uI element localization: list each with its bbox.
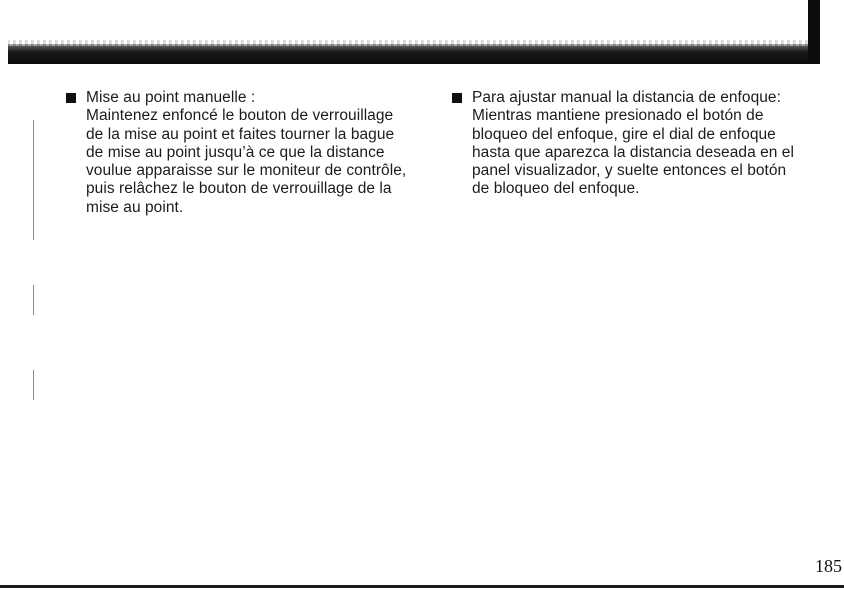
bullet-square-icon xyxy=(452,93,462,103)
french-body: Maintenez enfoncé le bouton de verrouillage de la mise au point et faites tourner la bague de mise au point jusqu’à ce que la distance voulue apparaisse sur le moniteur de contrôle, puis relâchez le bouton de verrouillage de la mise au point. xyxy=(86,107,407,216)
spanish-heading: Para ajustar manual la distancia de enfoque: xyxy=(472,89,781,106)
page-number: 185 xyxy=(815,556,842,576)
margin-scan-line xyxy=(33,370,34,400)
spanish-section xyxy=(452,89,797,199)
margin-scan-line xyxy=(33,120,34,240)
french-section xyxy=(66,89,411,217)
bullet-square-icon xyxy=(66,93,76,103)
spanish-body: Mientras mantiene presionado el botón de bloqueo del enfoque, gire el dial de enfoque hasta que aparezca la distancia deseada en el panel visualizador, y suelte entonces el botón de bloqueo del enfoque. xyxy=(472,107,794,198)
spanish-heading-row xyxy=(452,89,797,107)
footer-rule xyxy=(0,585,844,588)
margin-scan-line xyxy=(33,285,34,315)
french-heading: Mise au point manuelle : xyxy=(86,89,256,106)
french-heading-row xyxy=(66,89,411,107)
header-tab-marker xyxy=(808,0,820,64)
header-band xyxy=(8,44,820,64)
